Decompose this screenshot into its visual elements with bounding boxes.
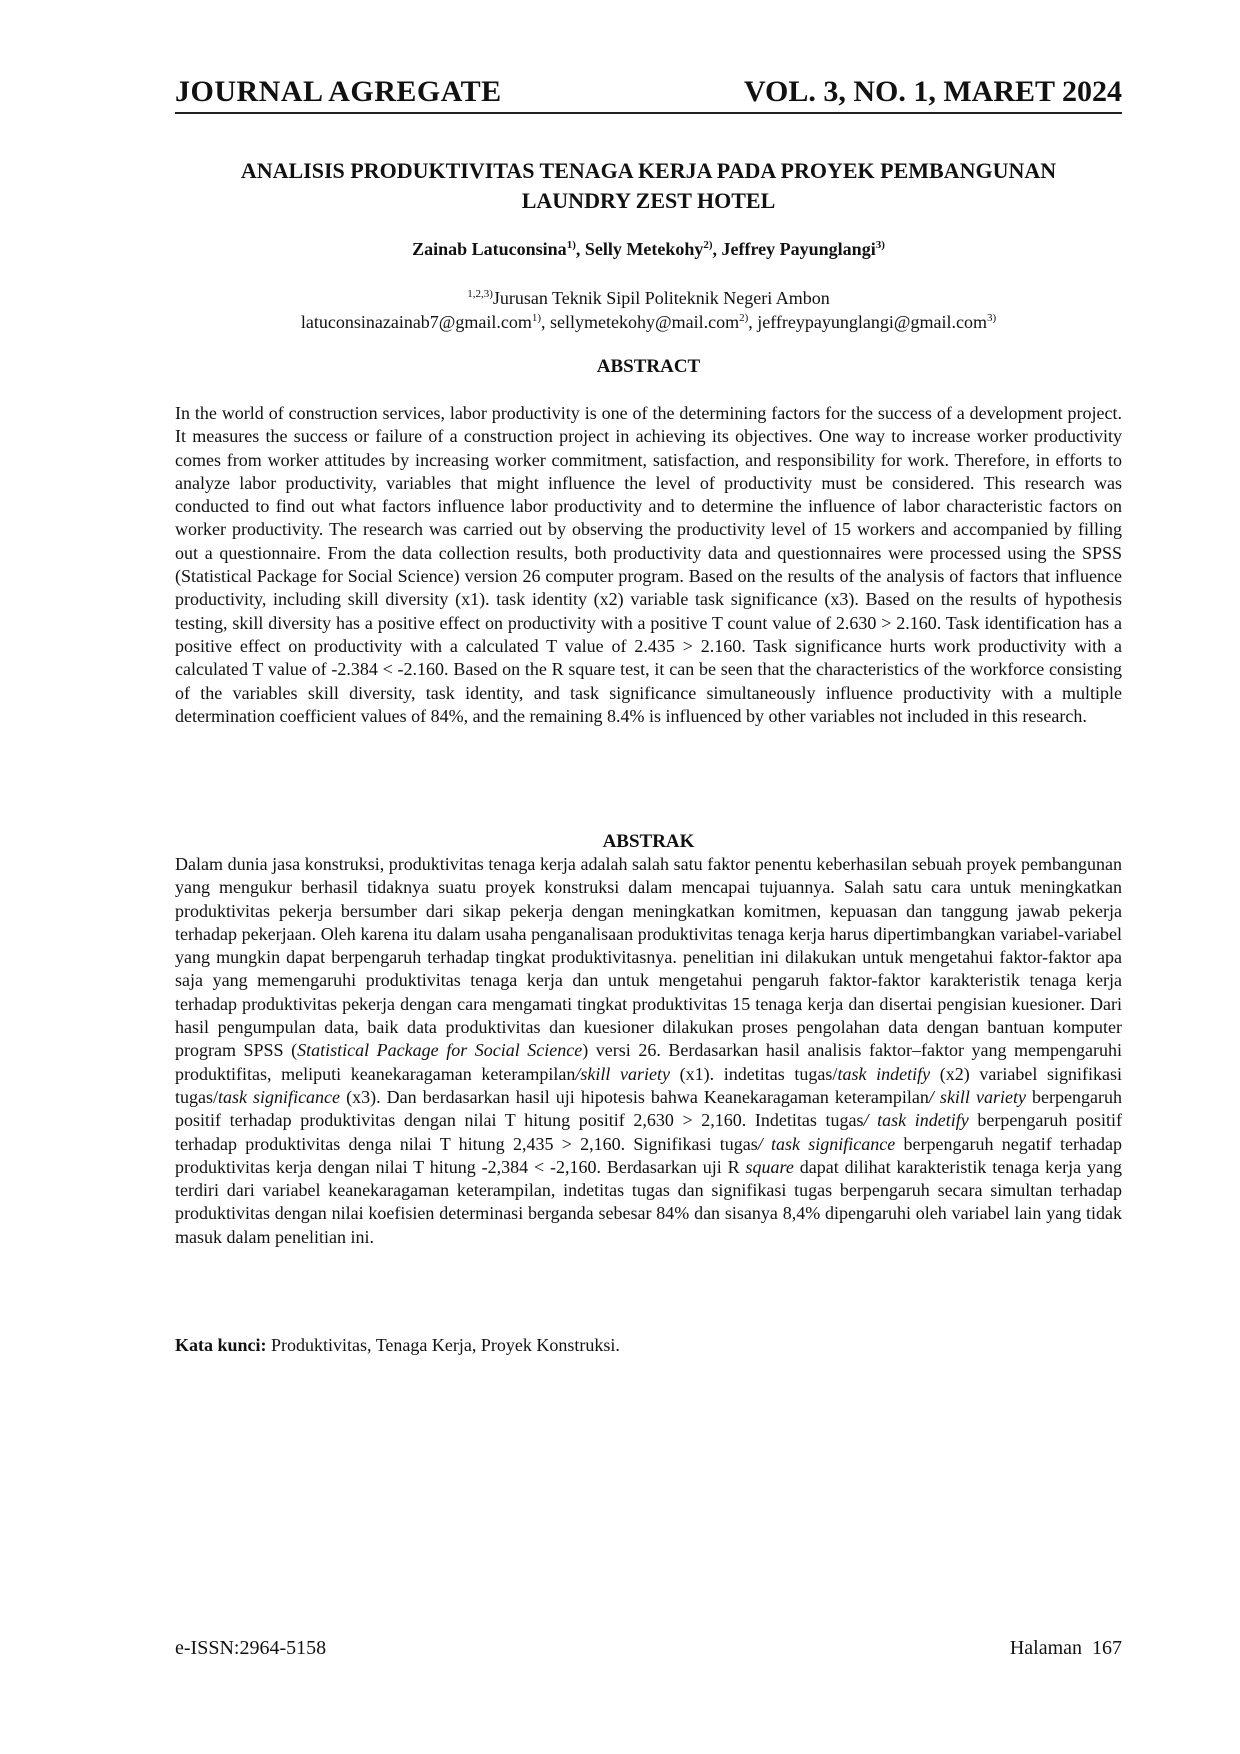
author-email: sellymetekohy@mail.com bbox=[550, 312, 740, 332]
abstrak-segment: berpengaruh positif terhadap produktivitas denga nilai T hitung 2,435 > 2,160. Signifikasi tugas bbox=[175, 1110, 1122, 1154]
abstract-text: In the world of construction services, labor productivity is one of the determining factors for the success of a development project. It measures the success or failure of a construction project in achieving its objectives. One way to increase worker productivity comes from worker attitudes by increasing worker commitment, satisfaction, and responsibility for work. Therefore, in efforts to analyze labor productivity, variables that might influence the level of productivity must be considered. This research was conducted to find out what factors influence labor productivity and to determine the influence of labor characteristic factors on worker productivity. The research was carried out by observing the productivity level of 15 workers and accompanied by filling out a questionnaire. From the data collection results, both productivity data and questionnaires were processed using the SPSS (Statistical Package for Social Science) version 26 computer program. Based on the results of the analysis of factors that influence productivity, including skill diversity (x1). task identity (x2) variable task significance (x3). Based on the results of hypothesis testing, skill diversity has a positive effect on productivity with a positive T count value of 2.630 > 2.160. Task identification has a positive effect on productivity with a calculated T value of 2.435 > 2.160. Task significance hurts work productivity with a calculated T value of -2.384 < -2.160. Based on the R square test, it can be seen that the characteristics of the workforce consisting of the variables skill diversity, task identity, and task significance simultaneously influence productivity with a multiple determination coefficient values of 84%, and the remaining 8.4% is influenced by other variables not included in this research. bbox=[175, 403, 1122, 726]
abstract-heading: ABSTRACT bbox=[596, 356, 701, 377]
author-sup: 3) bbox=[875, 239, 885, 251]
abstrak-italic: / task significance bbox=[757, 1133, 896, 1154]
author-email: latuconsinazainab7@gmail.com bbox=[300, 312, 532, 332]
affiliation-sup: 1,2,3) bbox=[467, 288, 493, 300]
journal-volume: VOL. 3, NO. 1, MARET 2024 bbox=[743, 75, 1122, 108]
abstrak-text bbox=[175, 853, 1122, 1249]
email-sup: 3) bbox=[986, 312, 997, 324]
email-sup: 1) bbox=[531, 312, 542, 324]
abstrak-segment: berpengaruh positif terhadap produktivitas dengan nilai T hitung positif 2,630 > 2,160. Indetitas tugas bbox=[175, 1086, 1122, 1131]
affiliation bbox=[175, 286, 1122, 310]
abstrak-italic: task significance bbox=[218, 1086, 341, 1107]
issn: e-ISSN:2964-5158 bbox=[175, 1637, 327, 1659]
abstrak-italic: task indetify bbox=[837, 1063, 931, 1084]
title-line-2: LAUNDRY ZEST HOTEL bbox=[521, 188, 776, 213]
abstrak-italic: / task indetify bbox=[863, 1110, 969, 1131]
author-name: Zainab Latuconsina bbox=[412, 239, 567, 259]
page-label: Halaman bbox=[1009, 1637, 1082, 1659]
author-list: Zainab Latuconsina$^{1)}$, Selly Metekohy$^{2)}$, Jeffrey Payunglangi$^{3)}$ bbox=[412, 239, 885, 259]
keywords-label: Kata kunci: bbox=[175, 1335, 267, 1355]
abstrak-italic: /skill variety bbox=[575, 1063, 670, 1084]
abstrak-segment: (x1). indetitas tugas/ bbox=[669, 1063, 838, 1084]
abstrak-segment: ) versi 26. Berdasarkan hasil analisis faktor–faktor yang mempengaruhi produktifitas, meliputi keanekaragaman keterampilan bbox=[175, 1040, 1122, 1084]
email-sup: 2) bbox=[739, 312, 749, 324]
abstrak-segment: Dalam dunia jasa konstruksi, produktivitas tenaga kerja adalah salah satu faktor penentu keberhasilan sebuah proyek pembangunan yang mengukur berhasil tidaknya suatu proyek konstruksi dalam mencapai tujuannya. Salah satu cara untuk meningkatkan produktivitas pekerja bersumber dari sikap pekerja dengan meningkatkan komitmen, kepuasan dan tanggung jawab pekerja terhadap pekerjaan. Oleh karena itu dalam usaha penganalisaan produktivitas tenaga kerja harus dipertimbangkan variabel-variabel yang mungkin dapat berpengaruh terhadap tingkat produktivitasnya. penelitian ini dilakukan untuk mengetahui faktor-faktor apa saja yang memengaruhi produktivitas tenaga kerja dan untuk mengetahui pengaruh faktor-faktor karakteristik tenaga kerja terhadap produktivitas pekerja dengan cara mengamati tingkat produktivitas 15 tenaga kerja dan disertai pengisian kuesioner. Dari hasil pengumpulan data, baik data produktivitas dan kuesioner dilakukan proses pengolahan data dengan bantuan komputer program SPSS ( bbox=[175, 854, 1122, 1061]
title-line-1: ANALISIS PRODUKTIVITAS TENAGA KERJA PADA PROYEK PEMBANGUNAN bbox=[240, 158, 1057, 183]
abstrak-italic: square bbox=[745, 1156, 794, 1177]
email-list: latuconsinazainab7@gmail.com$^{1)}$, sellymetekohy@mail.com$^{2)}$, jeffreypayunglangi@gmail.com$^{3)}$ bbox=[300, 312, 997, 332]
abstrak-heading: ABSTRAK bbox=[602, 831, 695, 852]
abstrak-italic: / skill variety bbox=[928, 1086, 1026, 1107]
abstrak-italic: Statistical Package for Social Science bbox=[297, 1040, 583, 1061]
affiliation-text: Jurusan Teknik Sipil Politeknik Negeri Ambon bbox=[492, 288, 830, 308]
keywords bbox=[175, 1333, 1122, 1357]
abstrak-segment: (x3). Dan berdasarkan hasil uji hipotesis bahwa Keanekaragaman keterampilan bbox=[340, 1086, 929, 1107]
journal-header bbox=[175, 72, 1122, 114]
author-name: Selly Metekohy bbox=[584, 239, 704, 259]
author-sup: 2) bbox=[703, 239, 713, 251]
author-sup: 1) bbox=[566, 239, 576, 251]
paper-title bbox=[175, 156, 1122, 216]
author-email: jeffreypayunglangi@gmail.com bbox=[757, 312, 987, 332]
author-name: Jeffrey Payunglangi bbox=[721, 239, 876, 259]
keywords-text: Produktivitas, Tenaga Kerja, Proyek Konstruksi. bbox=[266, 1335, 620, 1355]
abstrak-segment: berpengaruh negatif terhadap produktivitas kerja dengan nilai T hitung -2,384 < -2,160. Berdasarkan uji R bbox=[175, 1133, 1122, 1177]
journal-name: JOURNAL AGREGATE bbox=[175, 75, 502, 108]
page-number bbox=[1010, 1636, 1122, 1660]
abstrak-segment: dapat dilihat karakteristik tenaga kerja yang terdiri dari variabel keanekaragaman keterampilan, indetitas tugas dan signifikasi tugas berpengaruh secara simultan terhadap produktivitas dengan nilai koefisien determinasi berganda sebesar 84% dan sisanya 8,4% dipengaruhi oleh variabel lain yang tidak masuk dalam penelitian ini. bbox=[175, 1156, 1122, 1247]
abstrak-segment: (x2) variabel signifikasi tugas/ bbox=[175, 1063, 1123, 1107]
page-number-value: 167 bbox=[1092, 1637, 1122, 1659]
